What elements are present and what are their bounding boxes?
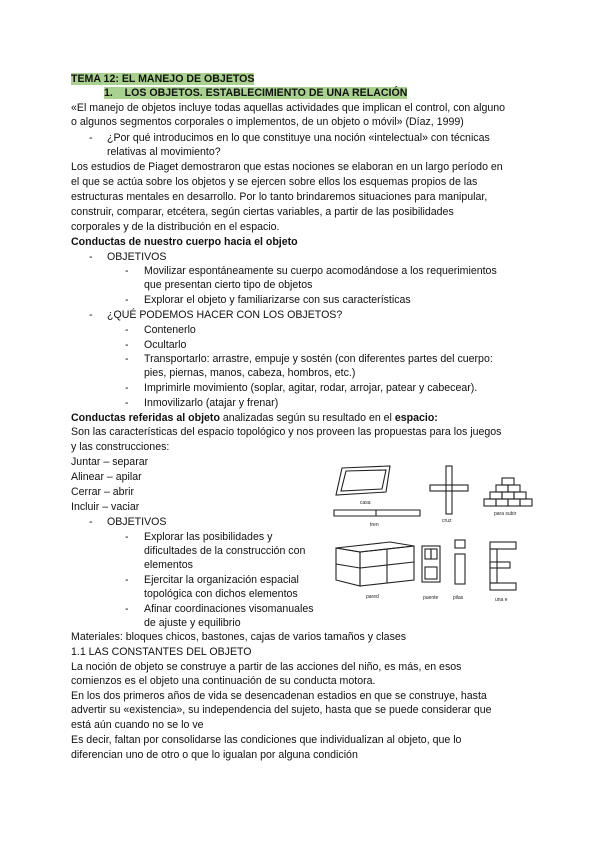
paragraph-line: diferencian uno de otro o que lo igualan por alguna condición [71, 749, 358, 761]
list-dash: - [125, 324, 129, 336]
list-label: OBJETIVOS [107, 251, 167, 263]
subheading: Conductas de nuestro cuerpo hacia el objeto [71, 236, 298, 248]
list-item: dificultades de la construcción con [144, 545, 306, 557]
casa-figure [336, 466, 390, 495]
list-dash: - [89, 132, 93, 144]
list-item: topológica con dichos elementos [144, 588, 298, 600]
paragraph-line: Son las características del espacio topológico y nos proveen las propuestas para los juegos [71, 426, 502, 438]
intro-line: o algunos segmentos corporales o implementos, de un objeto o móvil» (Díaz, 1999) [71, 116, 464, 128]
paragraph-line: el que se actúa sobre los objetos y se ejercen sobre ellos los esquemas propios de las [71, 176, 478, 188]
paragraph-line: comienzos es el objeto una continuación de su conducta motora. [71, 675, 376, 687]
paragraph-line: está aún cuando no se lo ve [71, 719, 204, 731]
pair-item: Incluir – vaciar [71, 501, 140, 513]
section-heading: 1. LOS OBJETOS. ESTABLECIMIENTO DE UNA RELACIÓN [104, 87, 408, 99]
paragraph-line: estructuras mentales en desarrollo. Por lo tanto brindaremos situaciones para manipular, [71, 191, 488, 203]
paragraph-line: La noción de objeto se construye a partir de las acciones del niño, es más, en esos [71, 661, 462, 673]
paragraph-line: Conductas referidas al objeto analizadas según su resultado en el espacio: [71, 412, 438, 424]
paragraph-line: corporales y de la distribución en el espacio. [71, 221, 280, 233]
list-dash: - [125, 382, 129, 394]
list-item: Ocultarlo [144, 339, 187, 351]
paragraph-line: En los dos primeros años de vida se desencadenan estadios en que se construye, hasta [71, 690, 487, 702]
list-item: Afinar coordinaciones visomanuales [144, 603, 314, 615]
label-puente: puente [423, 595, 439, 601]
pirca-figure [484, 478, 532, 506]
pair-item: Juntar – separar [71, 456, 149, 468]
list-item: Inmovilizarlo (atajar y frenar) [144, 397, 279, 409]
list-dash: - [125, 574, 129, 586]
intro-line: «El manejo de objetos incluye todas aquellas actividades que implican el control, con alguno [71, 102, 506, 114]
list-dash: - [89, 309, 93, 321]
list-dash: - [125, 353, 129, 365]
list-dash: - [125, 294, 129, 306]
label-tren: tren [370, 522, 379, 528]
paragraph-line: construir, comparar, etcétera, según ciertas variables, a partir de las posibilidades [71, 206, 454, 218]
list-dash: - [125, 531, 129, 543]
paragraph-line: Materiales: bloques chicos, bastones, cajas de varios tamaños y clases [71, 631, 407, 643]
pila-figure [455, 540, 465, 584]
list-item: Explorar las posibilidades y [144, 531, 273, 543]
question-line: relativas al movimiento? [107, 146, 221, 158]
label-pirca: para subir [494, 511, 517, 517]
pair-item: Cerrar – abrir [71, 486, 134, 498]
paragraph-line: y las construcciones: [71, 441, 170, 453]
list-item: Contenerlo [144, 324, 196, 336]
list-dash: - [125, 339, 129, 351]
list-item: pies, piernas, manos, cabeza, hombros, etc.) [144, 367, 356, 379]
pair-item: Alinear – apilar [71, 471, 142, 483]
list-item: Imprimirle movimiento (soplar, agitar, rodar, arrojar, patear y cabecear). [144, 382, 478, 394]
list-label: ¿QUÉ PODEMOS HACER CON LOS OBJETOS? [107, 309, 343, 321]
label-cruz: cruz [442, 518, 452, 524]
tren-figure [334, 510, 420, 516]
paragraph-line: Es decir, faltan por consolidarse las condiciones que individualizan al objeto, que lo [71, 734, 462, 746]
paragraph-line: advertir su «existencia», su independencia del sujeto, hasta que se puede considerar que [71, 704, 492, 716]
list-dash: - [89, 516, 93, 528]
list-label: OBJETIVOS [107, 516, 167, 528]
question-line: ¿Por qué introducimos en lo que constituye una noción «intelectual» con técnicas [107, 132, 490, 144]
list-dash: - [125, 265, 129, 277]
label-pared: pared [366, 594, 379, 600]
paragraph-line: Los estudios de Piaget demostraron que estas nociones se elaboran en un largo período en [71, 161, 503, 173]
list-item: Explorar el objeto y familiarizarse con sus características [144, 294, 411, 306]
cruz-figure [430, 466, 468, 514]
section-heading: 1.1 LAS CONSTANTES DEL OBJETO [71, 646, 252, 658]
label-pila: pilas [453, 595, 464, 601]
label-letra: una e [495, 597, 508, 603]
list-item: Ejercitar la organización espacial [144, 574, 299, 586]
block-constructions-illustration [330, 462, 540, 608]
list-item: que presentan cierto tipo de objetos [144, 279, 313, 291]
list-item: Movilizar espontáneamente su cuerpo acomodándose a los requerimientos [144, 265, 497, 277]
list-item: de ajuste y equilibrio [144, 617, 241, 629]
list-item: Transportarlo: arrastre, empuje y sostén (con diferentes partes del cuerpo: [144, 353, 493, 365]
pared-figure [336, 542, 414, 586]
puente-figure [422, 546, 440, 582]
label-casa: casa [360, 500, 371, 506]
list-item: elementos [144, 559, 193, 571]
document-title: TEMA 12: EL MANEJO DE OBJETOS [71, 73, 255, 85]
list-dash: - [125, 603, 129, 615]
list-dash: - [125, 397, 129, 409]
list-dash: - [89, 251, 93, 263]
letra-e-figure [490, 542, 516, 590]
